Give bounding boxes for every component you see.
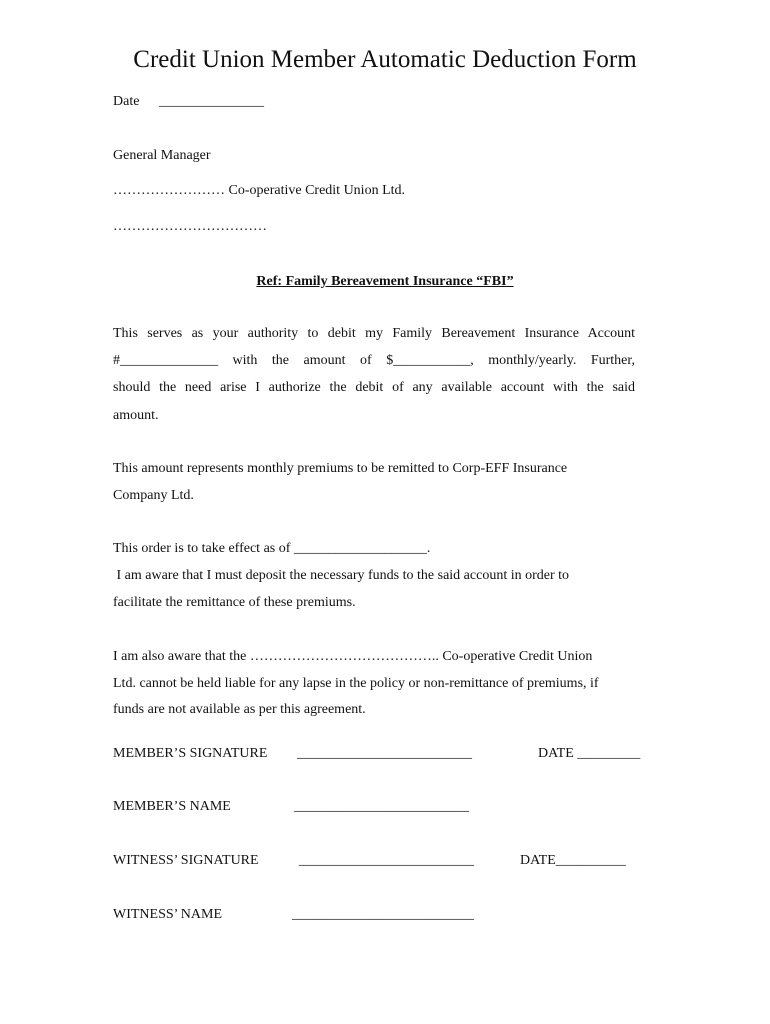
- para1-line: should the need arise I authorize the debit of any available account with the said: [113, 380, 635, 395]
- member-signature-label: MEMBER’S SIGNATURE: [113, 746, 268, 761]
- witness-signature-field[interactable]: _________________________: [299, 853, 474, 868]
- witness-signature-label: WITNESS’ SIGNATURE: [113, 853, 259, 868]
- para2-line: Company Ltd.: [113, 488, 194, 503]
- member-name-field[interactable]: _________________________: [294, 799, 469, 814]
- para4-line: Ltd. cannot be held liable for any lapse in the policy or non-remittance of premiums, if: [113, 676, 599, 691]
- addressee-address: ……………………………: [113, 219, 267, 234]
- date-label: Date: [113, 94, 140, 109]
- para2-line: This amount represents monthly premiums to be remitted to Corp-EFF Insurance: [113, 461, 568, 476]
- member-date-field[interactable]: DATE _________: [538, 746, 641, 761]
- para4-line: I am also aware that the ………………………………….. Co-operative Credit Union: [113, 649, 593, 664]
- para3-line: I am aware that I must deposit the necessary funds to the said account in order to: [113, 568, 570, 583]
- form-title: Credit Union Member Automatic Deduction Form: [133, 46, 637, 73]
- para3-line: This order is to take effect as of ___________________.: [113, 541, 431, 556]
- reference-line: Ref: Family Bereavement Insurance “FBI”: [256, 274, 514, 289]
- witness-date-field[interactable]: DATE__________: [520, 853, 626, 868]
- para1-line: #______________ with the amount of $___________, monthly/yearly. Further,: [113, 353, 635, 368]
- witness-name-label: WITNESS’ NAME: [113, 907, 223, 922]
- member-name-label: MEMBER’S NAME: [113, 799, 231, 814]
- para1-line: amount.: [113, 408, 159, 423]
- addressee-title: General Manager: [113, 148, 211, 163]
- para4-line: funds are not available as per this agreement.: [113, 702, 366, 717]
- date-blank: _______________: [159, 94, 264, 109]
- para1-line: This serves as your authority to debit my Family Bereavement Insurance Account: [113, 326, 635, 341]
- addressee-union: …………………… Co-operative Credit Union Ltd.: [113, 183, 406, 198]
- para3-line: facilitate the remittance of these premiums.: [113, 595, 356, 610]
- member-signature-field[interactable]: _________________________: [297, 746, 472, 761]
- witness-name-field[interactable]: __________________________: [292, 907, 474, 922]
